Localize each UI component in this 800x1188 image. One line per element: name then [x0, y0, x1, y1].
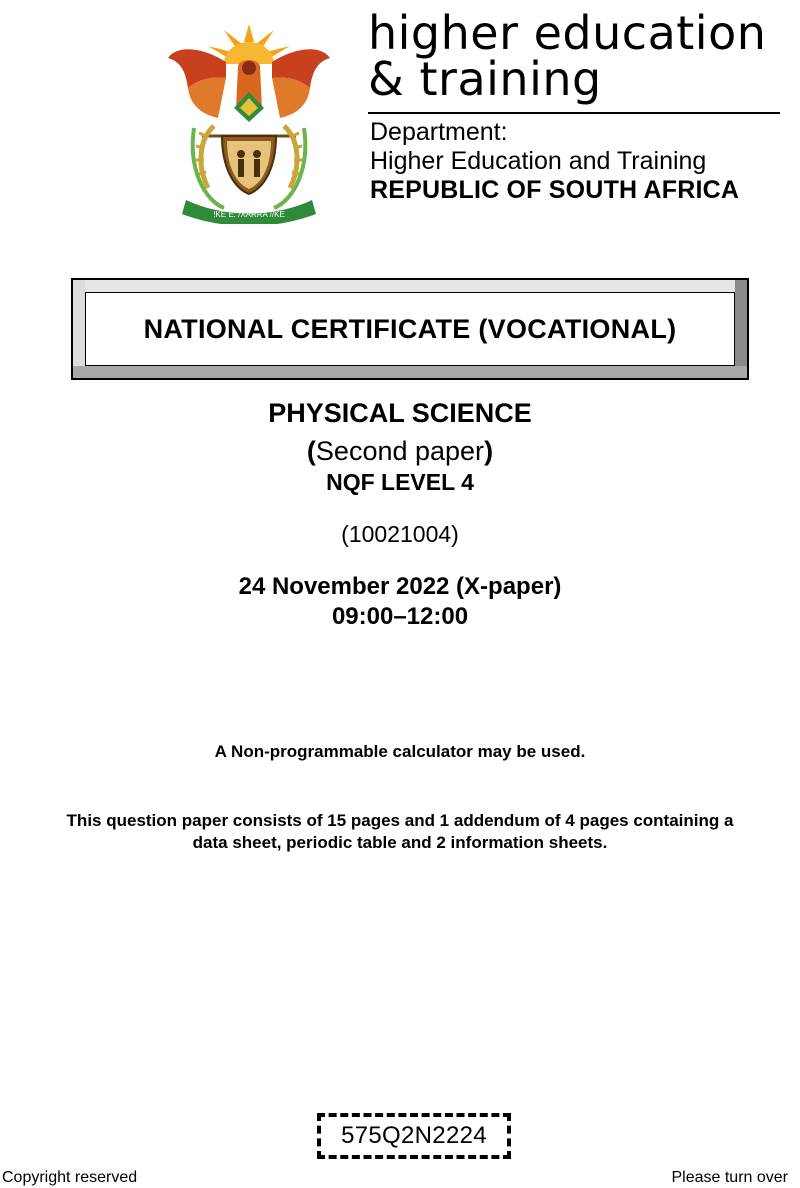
copyright-notice: Copyright reserved	[2, 1169, 138, 1186]
coat-of-arms-logo	[164, 18, 334, 224]
paper-name: (Second paper)	[306, 436, 494, 466]
brand-line-2: & training	[368, 52, 602, 106]
brand-divider	[368, 112, 780, 114]
exam-date: 24 November 2022 (X-paper)	[238, 573, 562, 600]
paper-code-box	[317, 1113, 511, 1159]
department-label: Department:	[370, 118, 508, 146]
brand-line-1: higher education	[368, 6, 767, 60]
page-count-note: This question paper consists of 15 pages and 1 addendum of 4 pages containing a data sheet, periodic table and 2 information sheets.	[66, 811, 734, 852]
certificate-title: NATIONAL CERTIFICATE (VOCATIONAL)	[143, 313, 677, 344]
sun-icon	[208, 24, 290, 64]
calculator-note: A Non-programmable calculator may be used.	[214, 742, 586, 761]
motto-text: !KE E: /XARRA //KE	[213, 210, 285, 219]
subject-title: PHYSICAL SCIENCE	[268, 398, 532, 428]
subject-code: (10021004)	[341, 521, 459, 547]
department-block	[370, 118, 739, 205]
nqf-level: NQF LEVEL 4	[326, 469, 474, 495]
certificate-banner	[71, 278, 749, 380]
department-name: Higher Education and Training	[370, 147, 707, 175]
turn-over-notice: Please turn over	[671, 1169, 788, 1186]
exam-time: 09:00–12:00	[331, 603, 469, 630]
brand-block	[368, 6, 788, 106]
paper-code: 575Q2N2224	[341, 1122, 487, 1149]
country-name: REPUBLIC OF SOUTH AFRICA	[370, 176, 740, 204]
